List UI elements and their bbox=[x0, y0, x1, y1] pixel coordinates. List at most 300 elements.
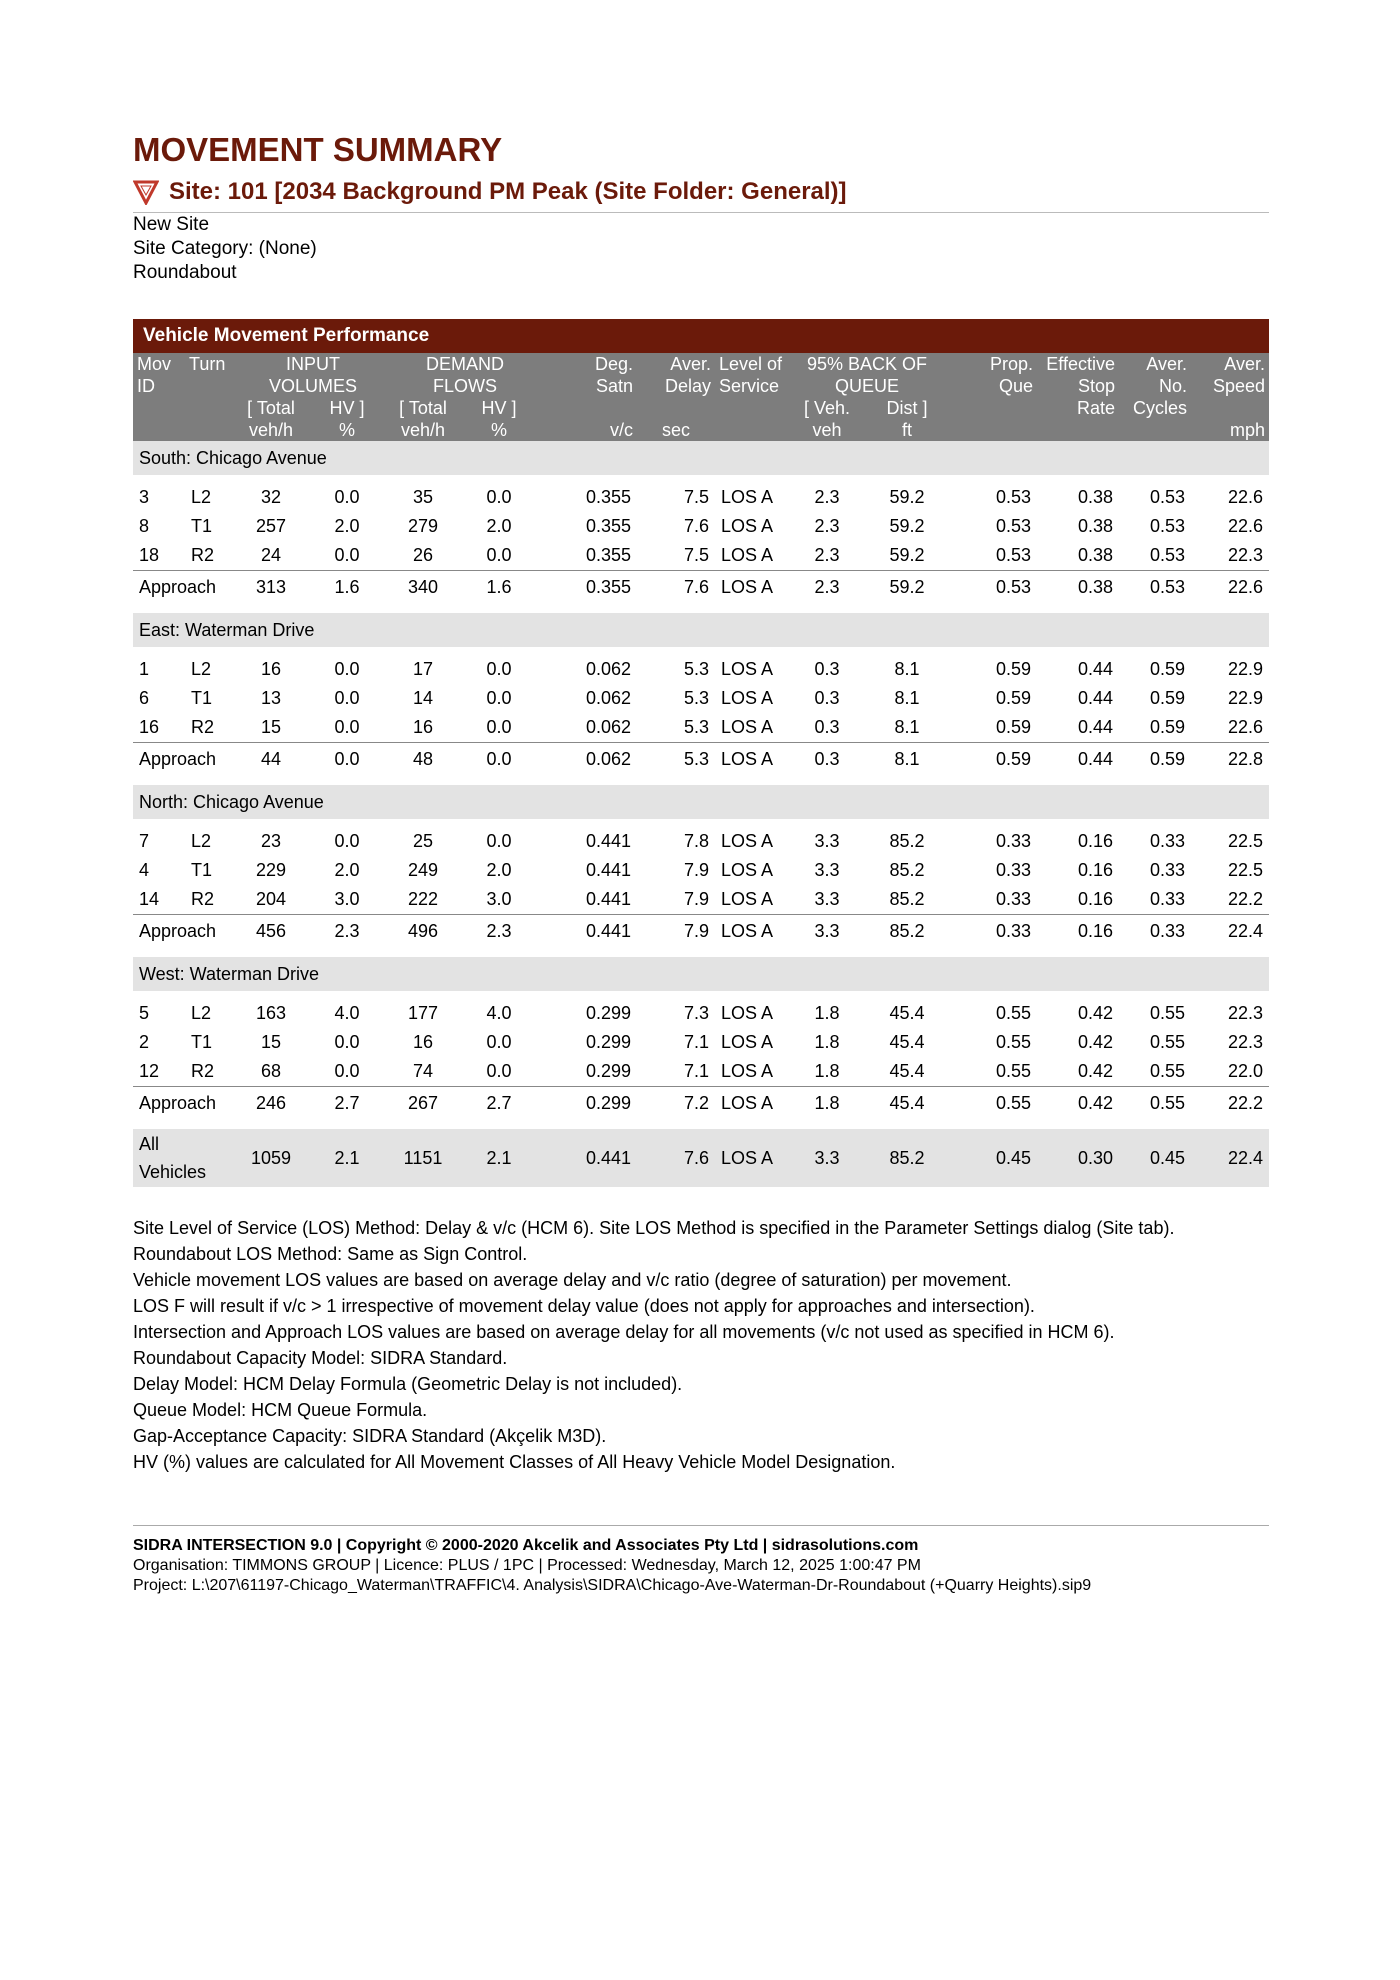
note-line: Roundabout LOS Method: Same as Sign Control. bbox=[133, 1244, 528, 1264]
table-cell: 5.3 bbox=[683, 659, 709, 679]
table-cell: 0.16 bbox=[1077, 889, 1113, 909]
table-cell: 2.0 bbox=[334, 516, 360, 536]
table-cell: 45.4 bbox=[889, 1003, 925, 1023]
site-heading bbox=[133, 174, 1269, 213]
table-row bbox=[133, 856, 1269, 885]
table-cell: 0.3 bbox=[787, 743, 867, 776]
table-cell: 0.42 bbox=[1077, 1061, 1113, 1081]
table-cell: 246 bbox=[237, 1087, 305, 1120]
vehicle-movement-table bbox=[133, 319, 1269, 1187]
header-que: Que bbox=[947, 375, 1037, 397]
table-cell: R2 bbox=[191, 545, 215, 565]
table-cell: 85.2 bbox=[889, 831, 925, 851]
note-line: Delay Model: HCM Delay Formula (Geometric Delay is not included). bbox=[133, 1374, 683, 1394]
table-cell: 0.299 bbox=[541, 1087, 637, 1120]
header-flows: FLOWS bbox=[389, 375, 541, 397]
table-cell: 0.55 bbox=[1149, 1032, 1185, 1052]
table-cell: 0.441 bbox=[585, 831, 631, 851]
table-cell: 5.3 bbox=[637, 743, 715, 776]
table-row bbox=[133, 713, 1269, 743]
table-cell: 0.30 bbox=[1037, 1129, 1119, 1187]
table-cell: 0.55 bbox=[1149, 1061, 1185, 1081]
header-service: Service bbox=[715, 375, 787, 397]
table-cell: 267 bbox=[389, 1087, 457, 1120]
header-delay: Aver. bbox=[637, 353, 715, 375]
table-cell: 0.55 bbox=[995, 1061, 1031, 1081]
table-cell: 2.3 bbox=[787, 571, 867, 604]
unit-input-pct: % bbox=[305, 419, 389, 441]
table-cell: 16 bbox=[412, 1032, 434, 1052]
table-row bbox=[133, 655, 1269, 684]
table-cell: LOS A bbox=[721, 659, 774, 679]
table-cell: L2 bbox=[191, 831, 212, 851]
table-cell: 0.44 bbox=[1037, 743, 1119, 776]
unit-demand-pct: % bbox=[457, 419, 541, 441]
table-cell: 0.0 bbox=[334, 545, 360, 565]
table-cell: 0.38 bbox=[1077, 516, 1113, 536]
section-row bbox=[133, 957, 1269, 991]
header-delay-2: Delay bbox=[637, 375, 715, 397]
table-cell: 249 bbox=[407, 860, 439, 880]
note-line: Queue Model: HCM Queue Formula. bbox=[133, 1400, 428, 1420]
table-cell: 7.8 bbox=[683, 831, 709, 851]
note-line: Intersection and Approach LOS values are based on average delay for all movements (v/c not used as specified in HCM 6). bbox=[133, 1322, 1115, 1342]
table-cell: 4 bbox=[139, 860, 150, 880]
table-cell: R2 bbox=[191, 717, 215, 737]
footer-copyright: SIDRA INTERSECTION 9.0 | Copyright © 2000-2020 Akcelik and Associates Pty Ltd | sidrasolutions.com bbox=[133, 1537, 919, 1554]
approach-row bbox=[133, 1087, 1269, 1120]
table-cell: 0.3 bbox=[814, 688, 840, 708]
section-row bbox=[133, 613, 1269, 647]
table-cell: 22.9 bbox=[1227, 688, 1263, 708]
table-cell: T1 bbox=[191, 516, 213, 536]
table-cell: 5.3 bbox=[683, 717, 709, 737]
table-cell: 3.3 bbox=[814, 889, 840, 909]
table-cell: 85.2 bbox=[867, 1129, 947, 1187]
table-cell: 7.5 bbox=[683, 487, 709, 507]
approach-label: Approach bbox=[133, 1087, 237, 1120]
table-cell: LOS A bbox=[715, 915, 787, 948]
table-cell: 1.6 bbox=[457, 571, 541, 604]
header-los: Level of bbox=[715, 353, 787, 375]
table-cell: 16 bbox=[139, 717, 160, 737]
table-header bbox=[133, 353, 1269, 441]
table-cell: 2.3 bbox=[457, 915, 541, 948]
table-cell: 0.33 bbox=[1149, 889, 1185, 909]
table-cell: 0.44 bbox=[1077, 717, 1113, 737]
table-cell: LOS A bbox=[715, 1087, 787, 1120]
table-cell: 5 bbox=[139, 1003, 150, 1023]
header-stop: Stop bbox=[1037, 375, 1119, 397]
table-cell: 0.062 bbox=[541, 743, 637, 776]
table-row bbox=[133, 483, 1269, 512]
table-cell: LOS A bbox=[721, 516, 774, 536]
footer-project: Project: L:\207\61197-Chicago_Waterman\TRAFFIC\4. Analysis\SIDRA\Chicago-Ave-Waterman-Dr-Roundabout (+Quarry Heights).sip9 bbox=[133, 1577, 1092, 1594]
table-cell: 15 bbox=[260, 1032, 282, 1052]
table-cell: T1 bbox=[191, 1032, 213, 1052]
site-category: Site Category: (None) bbox=[133, 238, 317, 259]
table-cell: 22.3 bbox=[1227, 1003, 1263, 1023]
approach-label: Approach bbox=[133, 915, 237, 948]
header-queue: 95% BACK OF bbox=[787, 353, 947, 375]
approach-label: Approach bbox=[133, 743, 237, 776]
table-cell: 7.9 bbox=[683, 889, 709, 909]
table-cell: 0.33 bbox=[1149, 860, 1185, 880]
table-cell: 24 bbox=[260, 545, 282, 565]
table-cell: 340 bbox=[389, 571, 457, 604]
table-cell: T1 bbox=[191, 860, 213, 880]
table-cell: LOS A bbox=[721, 487, 774, 507]
header-demand-total: [ Total bbox=[389, 397, 457, 419]
table-cell: 0.0 bbox=[334, 688, 360, 708]
table-cell: LOS A bbox=[721, 831, 774, 851]
table-cell: 0.38 bbox=[1077, 487, 1113, 507]
table-cell: 0.299 bbox=[585, 1003, 631, 1023]
table-cell: 26 bbox=[412, 545, 434, 565]
table-cell: 59.2 bbox=[889, 487, 925, 507]
table-cell: 0.53 bbox=[995, 516, 1031, 536]
table-cell: 1059 bbox=[237, 1129, 305, 1187]
table-cell: 3.3 bbox=[814, 860, 840, 880]
table-cell: 0.062 bbox=[585, 717, 631, 737]
table-cell: 7.6 bbox=[637, 571, 715, 604]
header-prop: Prop. bbox=[947, 353, 1037, 375]
table-cell: 0.44 bbox=[1077, 659, 1113, 679]
table-cell: 1.8 bbox=[814, 1032, 840, 1052]
table-cell: 0.0 bbox=[334, 717, 360, 737]
table-cell: 7.5 bbox=[683, 545, 709, 565]
table-cell: 1.8 bbox=[814, 1003, 840, 1023]
table-cell: 3.3 bbox=[787, 1129, 867, 1187]
note-line: Gap-Acceptance Capacity: SIDRA Standard (Akçelik M3D). bbox=[133, 1426, 607, 1446]
table-cell: 0.45 bbox=[947, 1129, 1037, 1187]
table-cell: 0.299 bbox=[585, 1032, 631, 1052]
table-cell: 48 bbox=[389, 743, 457, 776]
table-cell: 0.42 bbox=[1077, 1003, 1113, 1023]
table-cell: 22.4 bbox=[1191, 915, 1269, 948]
all-vehicles-label-1: All bbox=[139, 1134, 160, 1154]
table-cell: 7 bbox=[139, 831, 150, 851]
table-cell: 7.6 bbox=[683, 516, 709, 536]
table-cell: 3.3 bbox=[787, 915, 867, 948]
table-cell: 0.55 bbox=[1149, 1003, 1185, 1023]
table-cell: 1.8 bbox=[787, 1087, 867, 1120]
table-cell: 2.0 bbox=[486, 516, 512, 536]
header-input-hv: HV ] bbox=[305, 397, 389, 419]
table-cell: 2.3 bbox=[814, 487, 840, 507]
table-cell: 32 bbox=[260, 487, 282, 507]
table-row bbox=[133, 885, 1269, 915]
table-cell: 2.0 bbox=[486, 860, 512, 880]
table-cell: 2.1 bbox=[457, 1129, 541, 1187]
table-cell: 22.2 bbox=[1191, 1087, 1269, 1120]
table-cell: 0.355 bbox=[585, 516, 631, 536]
header-id: ID bbox=[133, 375, 185, 397]
table-cell: 0.38 bbox=[1077, 545, 1113, 565]
table-cell: 0.3 bbox=[814, 659, 840, 679]
table-cell: 0.45 bbox=[1119, 1129, 1191, 1187]
table-cell: 257 bbox=[255, 516, 287, 536]
header-turn: Turn bbox=[185, 353, 237, 375]
table-cell: 7.2 bbox=[637, 1087, 715, 1120]
table-row bbox=[133, 541, 1269, 571]
all-vehicles-label-2: Vehicles bbox=[139, 1162, 207, 1182]
unit-veh: veh bbox=[787, 419, 867, 441]
table-cell: 4.0 bbox=[486, 1003, 512, 1023]
section-name: West: Waterman Drive bbox=[133, 957, 1269, 991]
footer bbox=[133, 1525, 1269, 1596]
table-cell: 15 bbox=[260, 717, 282, 737]
table-cell: 0.53 bbox=[995, 545, 1031, 565]
table-cell: 1 bbox=[139, 659, 150, 679]
table-cell: 2.3 bbox=[305, 915, 389, 948]
table-cell: 0.0 bbox=[334, 831, 360, 851]
table-cell: 22.6 bbox=[1191, 571, 1269, 604]
section-name: East: Waterman Drive bbox=[133, 613, 1269, 647]
table-cell: 0.33 bbox=[947, 915, 1037, 948]
approach-row bbox=[133, 571, 1269, 604]
table-cell: 0.062 bbox=[585, 688, 631, 708]
table-cell: 45.4 bbox=[867, 1087, 947, 1120]
header-volumes: VOLUMES bbox=[237, 375, 389, 397]
section-name: North: Chicago Avenue bbox=[133, 785, 1269, 819]
table-cell: 456 bbox=[237, 915, 305, 948]
table-cell: LOS A bbox=[721, 860, 774, 880]
table-cell: 35 bbox=[412, 487, 434, 507]
table-cell: 3 bbox=[139, 487, 150, 507]
table-cell: 22.5 bbox=[1227, 831, 1263, 851]
unit-sec: sec bbox=[637, 419, 715, 441]
table-cell: 0.59 bbox=[995, 717, 1031, 737]
table-cell: 163 bbox=[255, 1003, 287, 1023]
table-cell: 1151 bbox=[389, 1129, 457, 1187]
table-cell: 0.33 bbox=[995, 860, 1031, 880]
table-cell: 85.2 bbox=[889, 889, 925, 909]
table-cell: 8 bbox=[139, 516, 150, 536]
table-cell: 1.6 bbox=[305, 571, 389, 604]
section-row bbox=[133, 785, 1269, 819]
note-line: HV (%) values are calculated for All Movement Classes of All Heavy Vehicle Model Designation. bbox=[133, 1452, 896, 1472]
table-row bbox=[133, 512, 1269, 541]
table-cell: L2 bbox=[191, 659, 212, 679]
table-cell: 22.6 bbox=[1227, 717, 1263, 737]
table-cell: 0.53 bbox=[1119, 571, 1191, 604]
table-cell: 0.38 bbox=[1037, 571, 1119, 604]
table-cell: 2.0 bbox=[334, 860, 360, 880]
table-cell: 6 bbox=[139, 688, 150, 708]
note-line: Vehicle movement LOS values are based on average delay and v/c ratio (degree of saturation) per movement. bbox=[133, 1270, 1012, 1290]
table-cell: 0.59 bbox=[995, 659, 1031, 679]
table-row bbox=[133, 684, 1269, 713]
table-cell: 22.0 bbox=[1227, 1061, 1263, 1081]
note-line: Site Level of Service (LOS) Method: Delay & v/c (HCM 6). Site LOS Method is specified in the Parameter Settings dialog (Site tab). bbox=[133, 1218, 1175, 1238]
table-cell: 0.441 bbox=[585, 889, 631, 909]
unit-ft: ft bbox=[867, 419, 947, 441]
table-cell: LOS A bbox=[715, 571, 787, 604]
table-cell: 313 bbox=[237, 571, 305, 604]
notes-list bbox=[133, 1215, 1269, 1475]
table-cell: LOS A bbox=[721, 1061, 774, 1081]
table-cell: 0.33 bbox=[995, 831, 1031, 851]
table-cell: 3.0 bbox=[334, 889, 360, 909]
table-cell: LOS A bbox=[715, 1129, 787, 1187]
table-cell: 8.1 bbox=[894, 688, 920, 708]
table-cell: 0.42 bbox=[1077, 1032, 1113, 1052]
all-vehicles-row bbox=[133, 1129, 1269, 1187]
header-no: No. bbox=[1119, 375, 1191, 397]
table-row bbox=[133, 1028, 1269, 1057]
table-cell: 0.441 bbox=[585, 860, 631, 880]
table-cell: 0.0 bbox=[334, 1061, 360, 1081]
header-queue-dist: Dist ] bbox=[867, 397, 947, 419]
table-cell: 14 bbox=[139, 889, 160, 909]
approach-row bbox=[133, 743, 1269, 776]
table-cell: 0.33 bbox=[1119, 915, 1191, 948]
table-cell: 22.6 bbox=[1227, 487, 1263, 507]
table-cell: 12 bbox=[139, 1061, 160, 1081]
site-title: Site: 101 [2034 Background PM Peak (Site Folder: General)] bbox=[169, 178, 847, 205]
header-input-total: [ Total bbox=[237, 397, 305, 419]
note-line: Roundabout Capacity Model: SIDRA Standard. bbox=[133, 1348, 508, 1368]
table-cell: 3.3 bbox=[814, 831, 840, 851]
unit-demand-vehh: veh/h bbox=[389, 419, 457, 441]
table-cell: 0.441 bbox=[541, 1129, 637, 1187]
table-cell: 0.55 bbox=[1119, 1087, 1191, 1120]
table-cell: 279 bbox=[407, 516, 439, 536]
table-cell: R2 bbox=[191, 889, 215, 909]
header-speed: Aver. bbox=[1191, 353, 1269, 375]
table-cell: 8.1 bbox=[867, 743, 947, 776]
table-cell: 0.16 bbox=[1077, 831, 1113, 851]
table-cell: 1.8 bbox=[814, 1061, 840, 1081]
table-cell: 2.3 bbox=[814, 545, 840, 565]
table-cell: 0.59 bbox=[947, 743, 1037, 776]
table-cell: 4.0 bbox=[334, 1003, 360, 1023]
table-cell: 7.1 bbox=[683, 1061, 709, 1081]
unit-vc: v/c bbox=[541, 419, 637, 441]
table-cell: 13 bbox=[260, 688, 282, 708]
table-cell: 204 bbox=[255, 889, 287, 909]
table-cell: 17 bbox=[412, 659, 434, 679]
table-cell: 0.59 bbox=[1149, 688, 1185, 708]
table-row bbox=[133, 827, 1269, 856]
table-cell: 0.59 bbox=[995, 688, 1031, 708]
approach-label: Approach bbox=[133, 571, 237, 604]
unit-mph: mph bbox=[1191, 419, 1269, 441]
table-body bbox=[133, 441, 1269, 1187]
header-deg: Deg. bbox=[541, 353, 637, 375]
table-cell: 0.53 bbox=[995, 487, 1031, 507]
table-cell: 22.6 bbox=[1227, 516, 1263, 536]
all-vehicles-label bbox=[133, 1129, 237, 1187]
table-cell: 0.0 bbox=[486, 688, 512, 708]
table-cell: 7.9 bbox=[637, 915, 715, 948]
table-cell: 222 bbox=[407, 889, 439, 909]
table-cell: 3.0 bbox=[486, 889, 512, 909]
table-cell: 0.0 bbox=[457, 743, 541, 776]
table-cell: 0.53 bbox=[1149, 545, 1185, 565]
table-cell: 2 bbox=[139, 1032, 150, 1052]
header-mov: Mov bbox=[133, 353, 185, 375]
table-cell: 0.441 bbox=[541, 915, 637, 948]
table-cell: 22.8 bbox=[1191, 743, 1269, 776]
section-name: South: Chicago Avenue bbox=[133, 441, 1269, 475]
table-cell: 0.33 bbox=[995, 889, 1031, 909]
table-cell: 2.3 bbox=[814, 516, 840, 536]
table-cell: 7.3 bbox=[683, 1003, 709, 1023]
table-cell: LOS A bbox=[721, 1003, 774, 1023]
table-cell: 0.0 bbox=[486, 717, 512, 737]
table-row bbox=[133, 999, 1269, 1028]
table-cell: L2 bbox=[191, 487, 212, 507]
table-cell: 7.9 bbox=[683, 860, 709, 880]
table-cell: 22.4 bbox=[1191, 1129, 1269, 1187]
table-cell: 8.1 bbox=[894, 659, 920, 679]
note-line: LOS F will result if v/c > 1 irrespective of movement delay value (does not apply for approaches and intersection). bbox=[133, 1296, 1035, 1316]
table-cell: 45.4 bbox=[889, 1032, 925, 1052]
table-cell: T1 bbox=[191, 688, 213, 708]
table-cell: LOS A bbox=[721, 1032, 774, 1052]
table-cell: 2.1 bbox=[305, 1129, 389, 1187]
header-demand: DEMAND bbox=[389, 353, 541, 375]
header-cycles-3: Cycles bbox=[1119, 397, 1191, 419]
table-cell: 44 bbox=[237, 743, 305, 776]
table-cell: 22.9 bbox=[1227, 659, 1263, 679]
table-cell: 0.0 bbox=[486, 487, 512, 507]
table-cell: R2 bbox=[191, 1061, 215, 1081]
table-cell: 496 bbox=[389, 915, 457, 948]
table-cell: 59.2 bbox=[889, 516, 925, 536]
table-cell: 0.16 bbox=[1077, 860, 1113, 880]
table-cell: LOS A bbox=[721, 545, 774, 565]
table-cell: 7.1 bbox=[683, 1032, 709, 1052]
page-title: MOVEMENT SUMMARY bbox=[133, 131, 503, 168]
table-cell: 0.53 bbox=[947, 571, 1037, 604]
yield-sign-icon bbox=[133, 179, 159, 205]
table-cell: LOS A bbox=[721, 717, 774, 737]
table-cell: 68 bbox=[260, 1061, 282, 1081]
table-cell: 14 bbox=[412, 688, 434, 708]
table-cell: 0.53 bbox=[1149, 487, 1185, 507]
table-cell: 177 bbox=[407, 1003, 439, 1023]
table-cell: 18 bbox=[139, 545, 160, 565]
table-cell: 22.3 bbox=[1227, 545, 1263, 565]
table-cell: LOS A bbox=[721, 688, 774, 708]
table-cell: 229 bbox=[255, 860, 287, 880]
unit-input-vehh: veh/h bbox=[237, 419, 305, 441]
table-cell: 0.59 bbox=[1149, 717, 1185, 737]
table-cell: 25 bbox=[412, 831, 434, 851]
table-cell: 0.59 bbox=[1119, 743, 1191, 776]
table-cell: 0.355 bbox=[585, 545, 631, 565]
table-cell: 2.7 bbox=[305, 1087, 389, 1120]
table-cell: 0.0 bbox=[486, 1061, 512, 1081]
table-cell: LOS A bbox=[721, 889, 774, 909]
table-row bbox=[133, 1057, 1269, 1087]
table-cell: 0.355 bbox=[585, 487, 631, 507]
table-cell: 85.2 bbox=[867, 915, 947, 948]
header-queue-2: QUEUE bbox=[787, 375, 947, 397]
table-cell: 5.3 bbox=[683, 688, 709, 708]
table-cell: 0.16 bbox=[1037, 915, 1119, 948]
site-name: New Site bbox=[133, 214, 210, 235]
table-cell: 0.0 bbox=[486, 545, 512, 565]
table-cell: 0.55 bbox=[995, 1032, 1031, 1052]
footer-organisation: Organisation: TIMMONS GROUP | Licence: PLUS / 1PC | Processed: Wednesday, March 12, 2025 1:00:47 PM bbox=[133, 1557, 921, 1574]
table-cell: 22.2 bbox=[1227, 889, 1263, 909]
table-cell: 74 bbox=[412, 1061, 434, 1081]
table-cell: 0.355 bbox=[541, 571, 637, 604]
